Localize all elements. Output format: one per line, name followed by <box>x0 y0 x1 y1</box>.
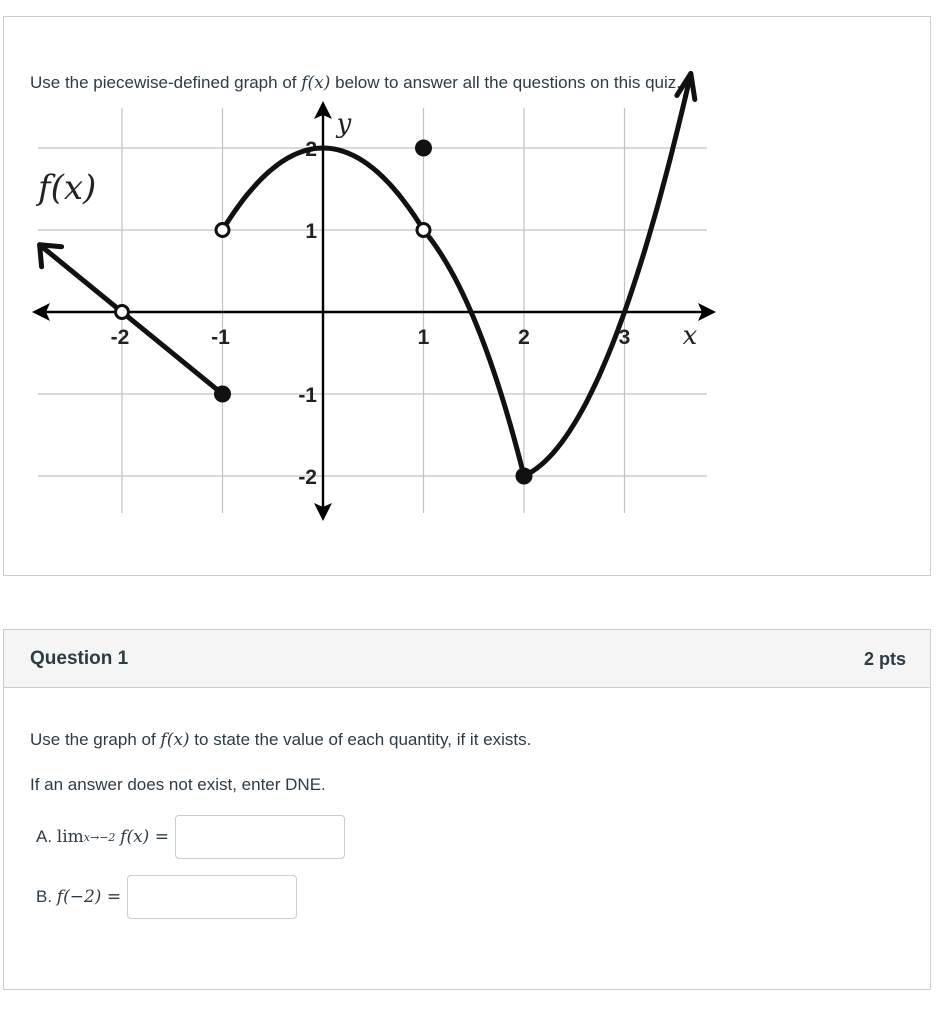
x-tick-label: 3 <box>618 326 631 349</box>
question-header <box>4 630 930 688</box>
answer-a-label: A. <box>36 827 53 846</box>
question-panel <box>3 629 931 990</box>
answer-a-expression: f(x) = <box>120 827 169 847</box>
question-instruction: If an answer does not exist, enter DNE. <box>30 775 326 794</box>
y-tick-label: 1 <box>305 220 317 243</box>
open-point <box>417 224 430 237</box>
question-points: 2 pts <box>863 649 906 669</box>
answer-b-expression: f(−2) = <box>56 887 122 907</box>
question-title: Question 1 <box>30 648 129 669</box>
right-curve-series <box>524 74 691 477</box>
x-tick-label: -1 <box>211 326 230 349</box>
open-point <box>116 306 129 319</box>
y-tick-label: -2 <box>298 466 317 489</box>
question-text-before: Use the graph of <box>30 730 161 749</box>
open-point <box>216 224 229 237</box>
filled-point <box>516 468 532 484</box>
intro-panel <box>3 16 931 576</box>
question-text-math: f(x) <box>160 730 190 750</box>
filled-point <box>416 140 432 156</box>
question-text <box>30 730 531 750</box>
intro-math: f(x) <box>301 73 331 93</box>
question-text-after: to state the value of each quantity, if it exists. <box>189 730 532 749</box>
decreasing-series <box>424 230 525 476</box>
x-tick-label: 1 <box>417 326 430 349</box>
answer-a-lim: lim <box>56 827 84 847</box>
left-ray-series <box>40 245 223 394</box>
y-axis-label: y <box>336 109 352 139</box>
answer-b-label: B. <box>36 887 53 906</box>
y-tick-label: -1 <box>298 384 317 407</box>
x-axis-label: x <box>682 321 698 351</box>
intro-text-before: Use the piecewise-defined graph of <box>30 73 302 92</box>
answer-row-b <box>36 875 297 919</box>
function-label: f(x) <box>38 168 97 208</box>
answer-a-input[interactable] <box>175 815 345 859</box>
answer-a-subscript: x→−2 <box>83 830 116 844</box>
x-tick-label: 2 <box>518 326 530 349</box>
y-tick-label: 2 <box>305 138 317 161</box>
intro-text-after: below to answer all the questions on this quiz. <box>330 73 681 92</box>
x-tick-label: -2 <box>110 326 130 349</box>
answer-row-a <box>36 815 345 859</box>
function-graph <box>4 17 930 575</box>
answer-b-input[interactable] <box>127 875 297 919</box>
filled-point <box>215 386 231 402</box>
